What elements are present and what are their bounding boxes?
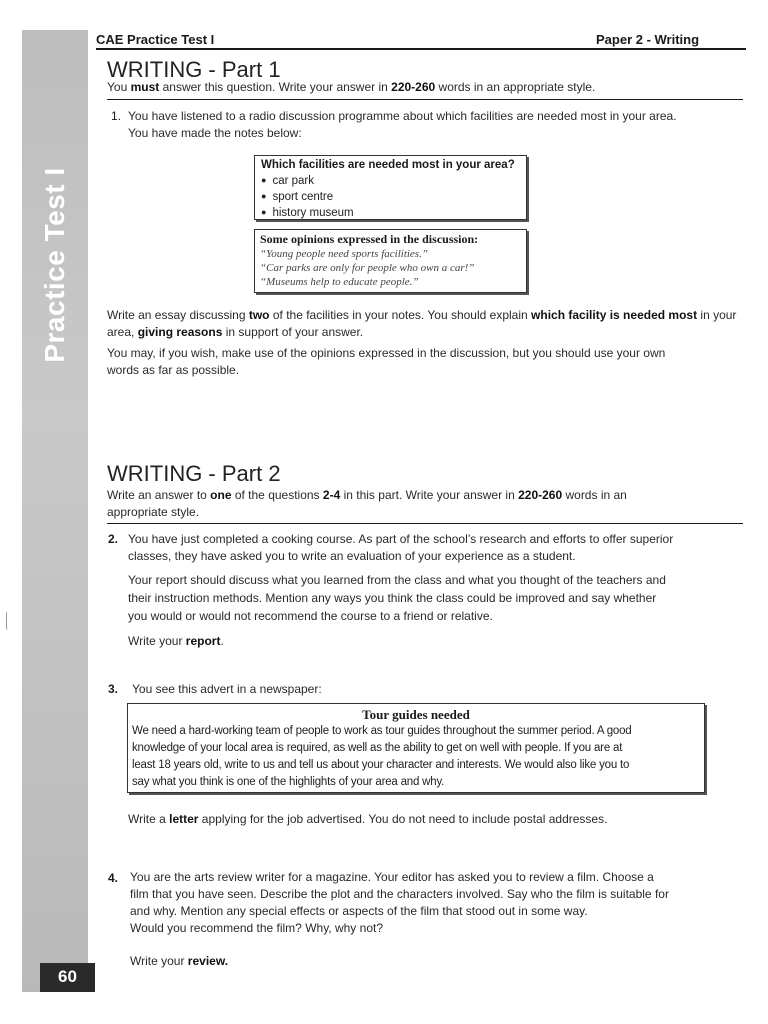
part2-instructions: Write an answer to one of the questions 2-4 in this part. Write your answer in 220-260 words in an appropriate style.	[107, 488, 627, 519]
part1-title: WRITING - Part 1	[107, 57, 281, 82]
question-2-task: Write your report.	[128, 634, 224, 648]
margin-mark	[6, 612, 10, 630]
sidebar-title: Practice Test I	[39, 167, 70, 363]
advert-title: Tour guides needed	[362, 707, 470, 722]
question-3-task: Write a letter applying for the job advertised. You do not need to include postal addresses.	[128, 812, 608, 826]
question-2-details: Your report should discuss what you learned from the class and what you thought of the teachers and their instruction methods. Mention any ways you think the class could be improved and say whether you would or would not recommend the course to a friend or relative.	[128, 573, 666, 623]
opinion-quote: “Museums help to educate people.”	[260, 276, 419, 288]
opinions-box-title: Some opinions expressed in the discussion:	[260, 232, 479, 246]
page-number: 60	[40, 963, 95, 991]
notes-item: ● sport centre	[261, 189, 520, 205]
header-rule	[96, 48, 746, 50]
question-4-task: Write your review.	[130, 954, 229, 968]
part2-rule	[107, 523, 743, 524]
question-1-number: 1.	[111, 109, 122, 123]
header-test-title: CAE Practice Test I	[96, 32, 215, 47]
advert-box	[127, 703, 705, 793]
notes-item: ● history museum	[261, 205, 520, 221]
header-paper-title: Paper 2 - Writing	[596, 32, 700, 47]
opinions-box	[254, 229, 527, 293]
question-4-number: 4.	[108, 871, 119, 885]
advert-body: We need a hard-working team of people to work as tour guides throughout the summer period. A good knowledge of your local area is required, as well as the ability to get on well with people. If you are at least 18 years old, write to us and tell us about your character and interests. We would also like you to say what you think is one of the highlights of your area and why.	[132, 725, 632, 788]
question-2-text: You have just completed a cooking course. As part of the school’s research and efforts to offer superior classes, they have asked you to write an evaluation of your experience as a student.	[128, 532, 674, 563]
question-3-number: 3.	[108, 682, 119, 696]
question-3-text: You see this advert in a newspaper:	[132, 682, 322, 696]
question-1-text: You have listened to a radio discussion programme about which facilities are needed most in your area. You have made the notes below:	[128, 109, 677, 140]
essay-instructions: Write an essay discussing two of the facilities in your notes. You should explain which facility is needed most in your area, giving reasons in support of your answer.	[107, 308, 737, 339]
part1-instructions: You must answer this question. Write your answer in 220-260 words in an appropriate style.	[107, 80, 596, 94]
opinion-usage-note: You may, if you wish, make use of the opinions expressed in the discussion, but you should use your own words as far as possible.	[107, 346, 666, 377]
notes-box	[254, 155, 527, 220]
question-2-number: 2.	[108, 532, 119, 546]
notes-item: ● car park	[261, 173, 520, 189]
opinion-quote: “Car parks are only for people who own a car!”	[260, 262, 475, 274]
page-number-rule	[40, 990, 95, 992]
notes-box-title: Which facilities are needed most in your area?	[261, 159, 515, 171]
notes-list	[261, 173, 520, 221]
part2-title: WRITING - Part 2	[107, 461, 281, 486]
opinion-quote: “Young people need sports facilities.”	[260, 248, 428, 260]
part1-rule	[107, 99, 743, 100]
question-4-text: You are the arts review writer for a magazine. Your editor has asked you to review a film. Choose a film that you have seen. Describe the plot and the characters involved. Say who the film is suitable for and why. Mention any special effects or aspects of the film that stood out in some way. Would you recommend the film? Why, why not?	[130, 870, 669, 935]
